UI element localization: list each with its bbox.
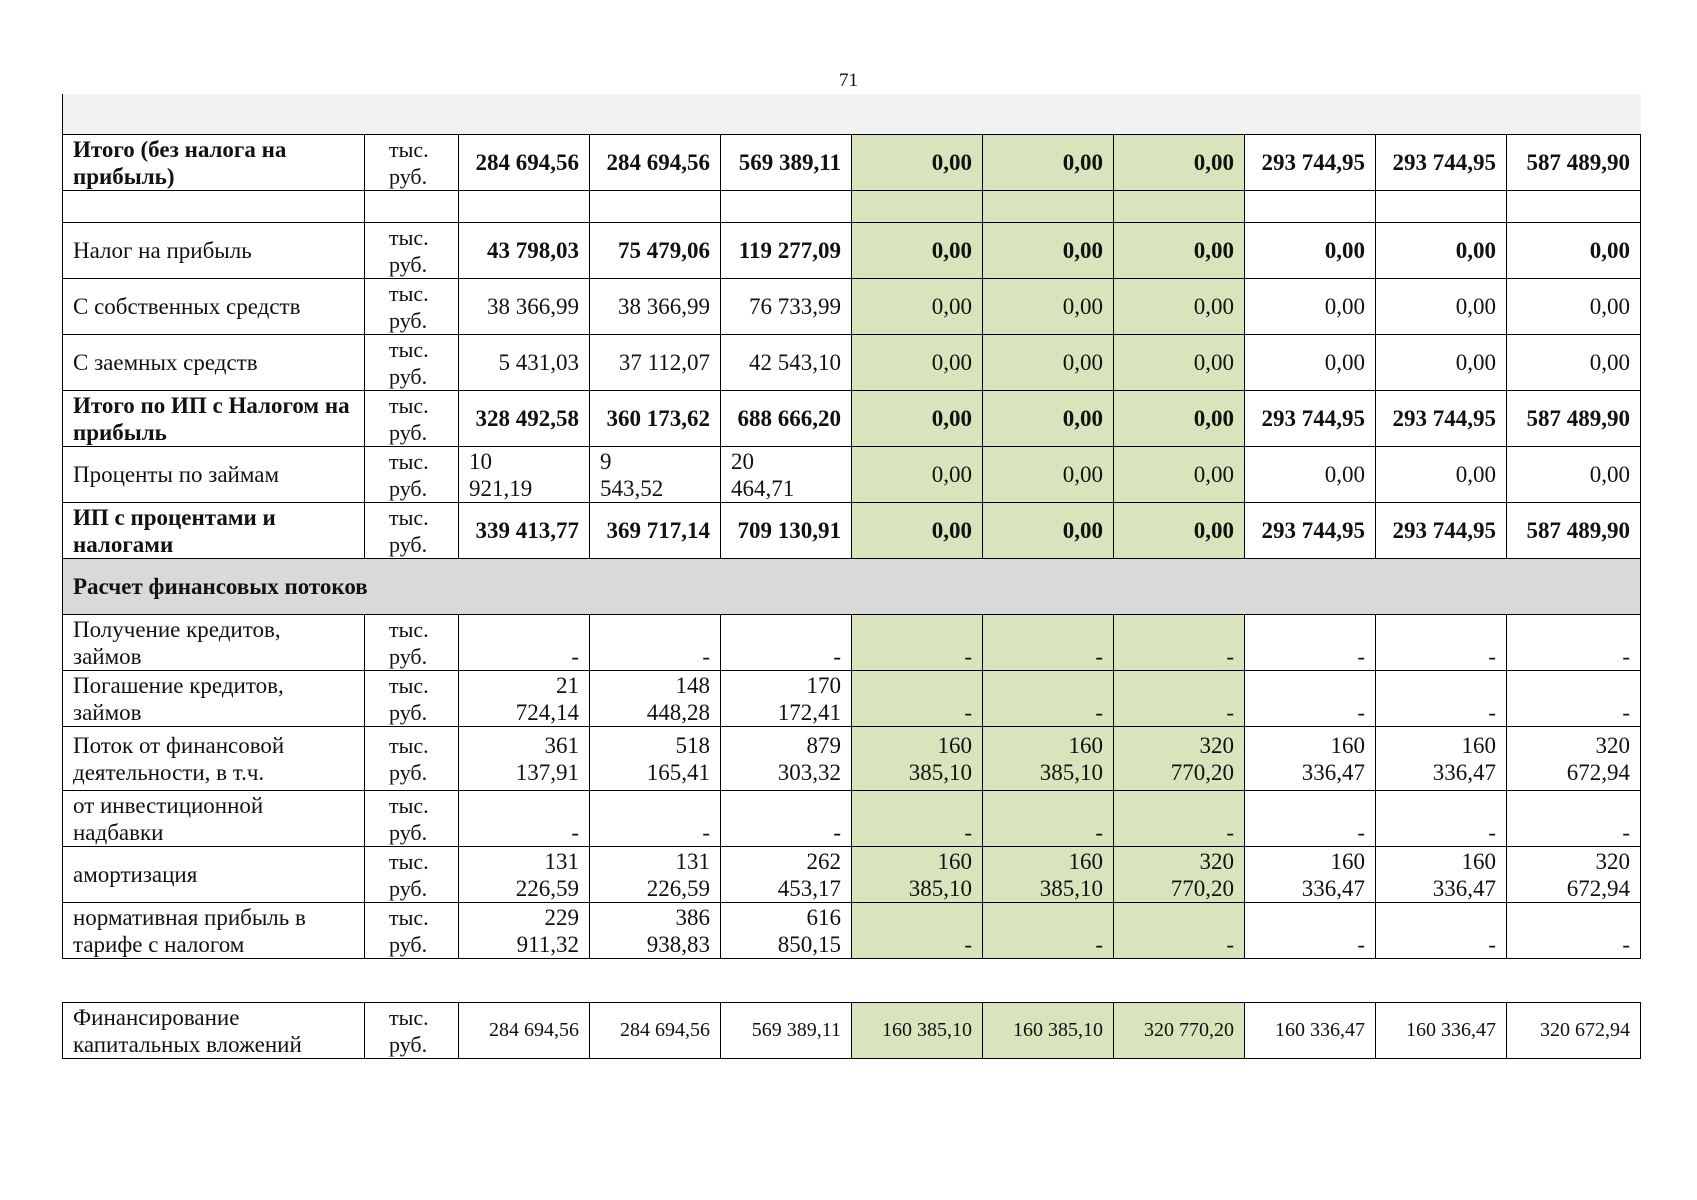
value-cell: 0,00: [852, 279, 983, 335]
value-cell: 0,00: [1114, 279, 1245, 335]
value-cell: [1507, 191, 1641, 223]
row-label: ИП с процентами и налогами: [63, 503, 365, 559]
value-cell: 0,00: [852, 335, 983, 391]
value-cell: 0,00: [852, 503, 983, 559]
value-cell: 0,00: [983, 335, 1114, 391]
value-cell: 386 938,83: [590, 903, 721, 959]
value-cell: 21 724,14: [459, 671, 590, 727]
row-label: Проценты по займам: [63, 447, 365, 503]
value-cell: 75 479,06: [590, 223, 721, 279]
value-cell: [983, 191, 1114, 223]
table-row-depreciation: [63, 847, 1641, 903]
value-cell: 709 130,91: [721, 503, 852, 559]
value-cell: 518 165,41: [590, 727, 721, 791]
value-cell: 0,00: [983, 503, 1114, 559]
value-cell: 569 389,11: [721, 135, 852, 191]
value-cell: -: [1114, 903, 1245, 959]
row-label: Получение кредитов, займов: [63, 615, 365, 671]
table-header-band: [62, 94, 1641, 134]
value-cell: 229 911,32: [459, 903, 590, 959]
value-cell: -: [1376, 671, 1507, 727]
value-cell: 0,00: [1376, 447, 1507, 503]
value-cell: -: [1507, 615, 1641, 671]
value-cell: [459, 191, 590, 223]
unit-cell: тыс. руб.: [365, 391, 459, 447]
value-cell: -: [983, 615, 1114, 671]
value-cell: 0,00: [1114, 223, 1245, 279]
value-cell: -: [983, 791, 1114, 847]
unit-cell: [365, 191, 459, 223]
value-cell: 0,00: [1507, 279, 1641, 335]
value-cell: -: [1376, 903, 1507, 959]
value-cell: 0,00: [1245, 447, 1376, 503]
value-cell: 0,00: [1114, 391, 1245, 447]
value-cell: 148 448,28: [590, 671, 721, 727]
value-cell: 0,00: [1507, 223, 1641, 279]
value-cell: -: [1114, 791, 1245, 847]
value-cell: 0,00: [983, 447, 1114, 503]
value-cell: 0,00: [852, 223, 983, 279]
unit-cell: тыс. руб.: [365, 847, 459, 903]
table-row-financial-activity-flow: [63, 727, 1641, 791]
value-cell: 587 489,90: [1507, 135, 1641, 191]
value-cell: [1114, 191, 1245, 223]
table-row-normative-profit: [63, 903, 1641, 959]
unit-cell: тыс. руб.: [365, 279, 459, 335]
value-cell: 0,00: [1114, 503, 1245, 559]
row-label: С заемных средств: [63, 335, 365, 391]
value-cell: 160 336,47: [1376, 727, 1507, 791]
value-cell: [590, 191, 721, 223]
value-cell: 284 694,56: [459, 135, 590, 191]
table-row-loans-repaid: [63, 671, 1641, 727]
value-cell: 160 385,10: [852, 847, 983, 903]
value-cell: 293 744,95: [1376, 135, 1507, 191]
value-cell: 284 694,56: [590, 1003, 721, 1059]
value-cell: 569 389,11: [721, 1003, 852, 1059]
value-cell: 0,00: [983, 135, 1114, 191]
row-label: [63, 191, 365, 223]
table-row-investment-surcharge: [63, 791, 1641, 847]
value-cell: 0,00: [983, 391, 1114, 447]
value-cell: [1245, 191, 1376, 223]
value-cell: 0,00: [852, 135, 983, 191]
value-cell: 42 543,10: [721, 335, 852, 391]
row-label: нормативная прибыль в тарифе с налогом: [63, 903, 365, 959]
value-cell: 131 226,59: [590, 847, 721, 903]
row-label: Поток от финансовой деятельности, в т.ч.: [63, 727, 365, 791]
unit-cell: тыс. руб.: [365, 727, 459, 791]
value-cell: -: [983, 671, 1114, 727]
page-number: 71: [839, 70, 858, 91]
value-cell: -: [590, 615, 721, 671]
value-cell: 587 489,90: [1507, 391, 1641, 447]
value-cell: 0,00: [1114, 335, 1245, 391]
value-cell: 0,00: [1245, 223, 1376, 279]
table-row-total-without-tax: [63, 135, 1641, 191]
value-cell: -: [459, 615, 590, 671]
row-label: С собственных средств: [63, 279, 365, 335]
value-cell: 688 666,20: [721, 391, 852, 447]
value-cell: 0,00: [1245, 335, 1376, 391]
unit-cell: тыс. руб.: [365, 615, 459, 671]
value-cell: -: [852, 671, 983, 727]
value-cell: -: [1245, 903, 1376, 959]
value-cell: 10 921,19: [459, 447, 590, 503]
section-heading: Расчет финансовых потоков: [63, 559, 1641, 615]
unit-cell: тыс. руб.: [365, 791, 459, 847]
value-cell: 0,00: [983, 279, 1114, 335]
value-cell: 0,00: [1245, 279, 1376, 335]
value-cell: 37 112,07: [590, 335, 721, 391]
row-label: Итого (без налога на прибыль): [63, 135, 365, 191]
table-row-ip-with-interest: [63, 503, 1641, 559]
value-cell: [721, 191, 852, 223]
value-cell: 320 672,94: [1507, 727, 1641, 791]
value-cell: 339 413,77: [459, 503, 590, 559]
value-cell: 0,00: [1114, 447, 1245, 503]
table-row-loans-received: [63, 615, 1641, 671]
value-cell: -: [590, 791, 721, 847]
value-cell: 160 336,47: [1245, 727, 1376, 791]
value-cell: -: [1376, 791, 1507, 847]
value-cell: -: [721, 791, 852, 847]
value-cell: 284 694,56: [590, 135, 721, 191]
value-cell: -: [1245, 791, 1376, 847]
value-cell: 320 672,94: [1507, 847, 1641, 903]
value-cell: 328 492,58: [459, 391, 590, 447]
value-cell: -: [1245, 615, 1376, 671]
value-cell: -: [1507, 671, 1641, 727]
table-row-financing: [63, 1003, 1641, 1059]
value-cell: 5 431,03: [459, 335, 590, 391]
table-row-blank: [63, 191, 1641, 223]
value-cell: 0,00: [1376, 335, 1507, 391]
value-cell: 0,00: [852, 391, 983, 447]
row-label: от инвестиционной надбавки: [63, 791, 365, 847]
value-cell: 160 336,47: [1245, 1003, 1376, 1059]
value-cell: 43 798,03: [459, 223, 590, 279]
unit-cell: тыс. руб.: [365, 335, 459, 391]
table-row-section-financial-flows: [63, 559, 1641, 615]
value-cell: -: [1376, 615, 1507, 671]
value-cell: 160 385,10: [852, 1003, 983, 1059]
value-cell: 20 464,71: [721, 447, 852, 503]
value-cell: 262 453,17: [721, 847, 852, 903]
value-cell: 160 385,10: [983, 1003, 1114, 1059]
value-cell: -: [852, 903, 983, 959]
value-cell: 284 694,56: [459, 1003, 590, 1059]
value-cell: -: [1245, 671, 1376, 727]
value-cell: 293 744,95: [1376, 503, 1507, 559]
value-cell: -: [721, 615, 852, 671]
value-cell: 587 489,90: [1507, 503, 1641, 559]
row-label: Налог на прибыль: [63, 223, 365, 279]
value-cell: 131 226,59: [459, 847, 590, 903]
value-cell: 0,00: [1507, 335, 1641, 391]
value-cell: 320 770,20: [1114, 847, 1245, 903]
value-cell: 879 303,32: [721, 727, 852, 791]
unit-cell: тыс. руб.: [365, 1003, 459, 1059]
value-cell: [1376, 191, 1507, 223]
value-cell: 119 277,09: [721, 223, 852, 279]
value-cell: 160 385,10: [983, 847, 1114, 903]
value-cell: -: [983, 903, 1114, 959]
value-cell: -: [852, 791, 983, 847]
value-cell: 320 672,94: [1507, 1003, 1641, 1059]
value-cell: 293 744,95: [1376, 391, 1507, 447]
unit-cell: тыс. руб.: [365, 447, 459, 503]
value-cell: -: [459, 791, 590, 847]
value-cell: 0,00: [1507, 447, 1641, 503]
value-cell: 160 336,47: [1245, 847, 1376, 903]
financing-table: [62, 1002, 1641, 1059]
value-cell: 0,00: [983, 223, 1114, 279]
value-cell: [852, 191, 983, 223]
value-cell: 0,00: [1114, 135, 1245, 191]
table-row-profit-tax: [63, 223, 1641, 279]
value-cell: 361 137,91: [459, 727, 590, 791]
value-cell: 9 543,52: [590, 447, 721, 503]
value-cell: 293 744,95: [1245, 391, 1376, 447]
value-cell: 0,00: [1376, 279, 1507, 335]
unit-cell: тыс. руб.: [365, 223, 459, 279]
value-cell: -: [1114, 615, 1245, 671]
value-cell: -: [1507, 903, 1641, 959]
value-cell: 360 173,62: [590, 391, 721, 447]
value-cell: 170 172,41: [721, 671, 852, 727]
value-cell: -: [852, 615, 983, 671]
value-cell: 0,00: [1376, 223, 1507, 279]
table-row-own-funds: [63, 279, 1641, 335]
row-label: Итого по ИП с Налогом на прибыль: [63, 391, 365, 447]
value-cell: 160 336,47: [1376, 847, 1507, 903]
value-cell: 160 385,10: [852, 727, 983, 791]
value-cell: 160 336,47: [1376, 1003, 1507, 1059]
value-cell: -: [1507, 791, 1641, 847]
value-cell: 369 717,14: [590, 503, 721, 559]
value-cell: 38 366,99: [459, 279, 590, 335]
value-cell: 76 733,99: [721, 279, 852, 335]
row-label: Финансирование капитальных вложений: [63, 1003, 365, 1059]
row-label: Погашение кредитов, займов: [63, 671, 365, 727]
unit-cell: тыс. руб.: [365, 671, 459, 727]
table-row-total-with-tax: [63, 391, 1641, 447]
value-cell: 293 744,95: [1245, 503, 1376, 559]
value-cell: 38 366,99: [590, 279, 721, 335]
row-label: амортизация: [63, 847, 365, 903]
unit-cell: тыс. руб.: [365, 135, 459, 191]
value-cell: 320 770,20: [1114, 1003, 1245, 1059]
unit-cell: тыс. руб.: [365, 903, 459, 959]
table-row-borrowed-funds: [63, 335, 1641, 391]
value-cell: 616 850,15: [721, 903, 852, 959]
value-cell: 0,00: [852, 447, 983, 503]
investment-program-table: [62, 134, 1641, 959]
value-cell: 293 744,95: [1245, 135, 1376, 191]
value-cell: -: [1114, 671, 1245, 727]
table-row-loan-interest: [63, 447, 1641, 503]
value-cell: 160 385,10: [983, 727, 1114, 791]
unit-cell: тыс. руб.: [365, 503, 459, 559]
value-cell: 320 770,20: [1114, 727, 1245, 791]
